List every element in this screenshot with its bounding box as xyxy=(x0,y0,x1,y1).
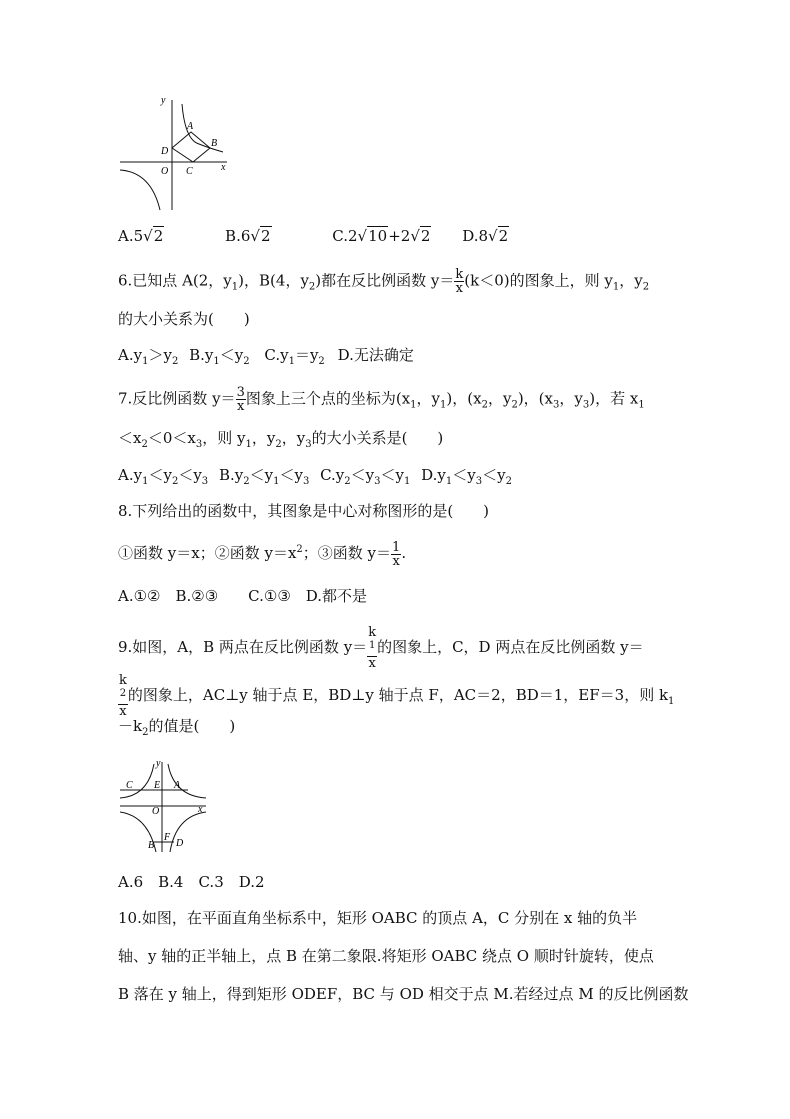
q9-stem-line1: 9.如图，A，B 两点在反比例函数 y＝ k $^1$ x 的图象上，C，D 两点在反比例函数 y＝ xyxy=(118,625,644,672)
q7-stem-line2: $<x_2<0<x_3$，则 $y_1$，$y_2$，$y_3$的大小关系是( ) xyxy=(118,429,444,450)
q9-fraction-1: k $^1$ x xyxy=(368,625,377,672)
label-y: y xyxy=(161,95,166,106)
label-C: C xyxy=(186,166,193,177)
label-A: A xyxy=(174,780,181,791)
label-D: D xyxy=(161,146,169,157)
q5-option-b: B.6√2 xyxy=(225,227,271,245)
label-E: E xyxy=(154,780,161,791)
q6-fraction: $\frac{k}{x}$ xyxy=(455,267,464,296)
q8-stem-line2: ①函数 y＝x；②函数 $y=x^2$；③函数 y＝ $\frac{1}{x}$ . xyxy=(118,539,407,569)
figure-2-hyperbolas xyxy=(118,758,210,854)
q5-option-c: C.2√10+2√2 xyxy=(332,227,431,245)
q7-fraction: $\frac{3}{x}$ xyxy=(236,385,245,414)
q7-options: $A.y_1<y_2<y_3$ $B.y_2<y_1<y_3$ $C.y_2<y_3<y_1$ $D.y_1<y_3<y_2$ xyxy=(118,466,512,487)
q10-stem-line1: 10.如图，在平面直角坐标系中，矩形 OABC 的顶点 A，C 分别在 x 轴的负半 xyxy=(118,909,638,927)
q8-options: A.①② B.②③ C.①③ D.都不是 xyxy=(118,587,368,605)
label-O: O xyxy=(161,166,169,177)
q5-option-a: A.5√2 xyxy=(118,227,164,245)
q8-fraction: $\frac{1}{x}$ xyxy=(392,539,401,569)
quadrilateral-abcd xyxy=(172,132,210,162)
label-O: O xyxy=(152,806,160,817)
hyperbola-branch-2 xyxy=(120,170,160,210)
label-D: D xyxy=(176,838,184,849)
q10-stem-line2: 轴、y 轴的正半轴上，点 B 在第二象限.将矩形 OABC 绕点 O 顺时针旋转，使点 xyxy=(118,947,654,965)
label-x: x xyxy=(198,804,203,815)
q9-fraction-2: k $^2$ x xyxy=(119,673,127,720)
q5-option-d: D.8√2 xyxy=(462,227,509,245)
label-x: x xyxy=(221,162,226,173)
label-B: B xyxy=(148,840,155,851)
figure-1-hyperbola xyxy=(115,92,235,214)
q9-options: A.6 B.4 C.3 D.2 xyxy=(118,873,265,891)
q9-stem-line2: k $^2$ x 的图象上，AC⊥y 轴于点 E，BD⊥y 轴于点 F，AC＝2，BD＝1，EF＝3，则 $k_1$ xyxy=(119,673,675,720)
q6-options: $A.y_1>y_2$ $B.y_1<y_2$ $C.y_1=y_2$ D.无法确定 xyxy=(118,346,414,367)
q9-stem-line3: $-k_2$的值是( ) xyxy=(118,717,236,738)
q8-stem-line1: 8.下列给出的函数中，其图象是中心对称图形的是( ) xyxy=(118,502,490,520)
label-y: y xyxy=(156,758,161,769)
q7-stem-line1: 7.反比例函数 y＝ $\frac{3}{x}$ 图象上三个点的坐标为($x_1$，$y_1$)，($x_2$，$y_2$)，($x_3$，$y_3$)，若 $x_1$ xyxy=(118,385,645,414)
label-B: B xyxy=(211,138,218,149)
label-F: F xyxy=(164,832,171,843)
q10-stem-line3: B 落在 y 轴上，得到矩形 ODEF，BC 与 OD 相交于点 M.若经过点 M 的反比例函数 xyxy=(118,985,689,1003)
label-C: C xyxy=(126,780,133,791)
label-A: A xyxy=(187,121,194,132)
q5-options xyxy=(118,226,509,246)
q6-stem-line1: 6.已知点 A(2，$y_1$)，B(4，$y_2$)都在反比例函数 y＝ $\frac{k}{x}$ (k＜0)的图象上，则 $y_1$，$y_2$ xyxy=(118,267,650,296)
q6-stem-line2: 的大小关系为( ) xyxy=(118,310,250,328)
